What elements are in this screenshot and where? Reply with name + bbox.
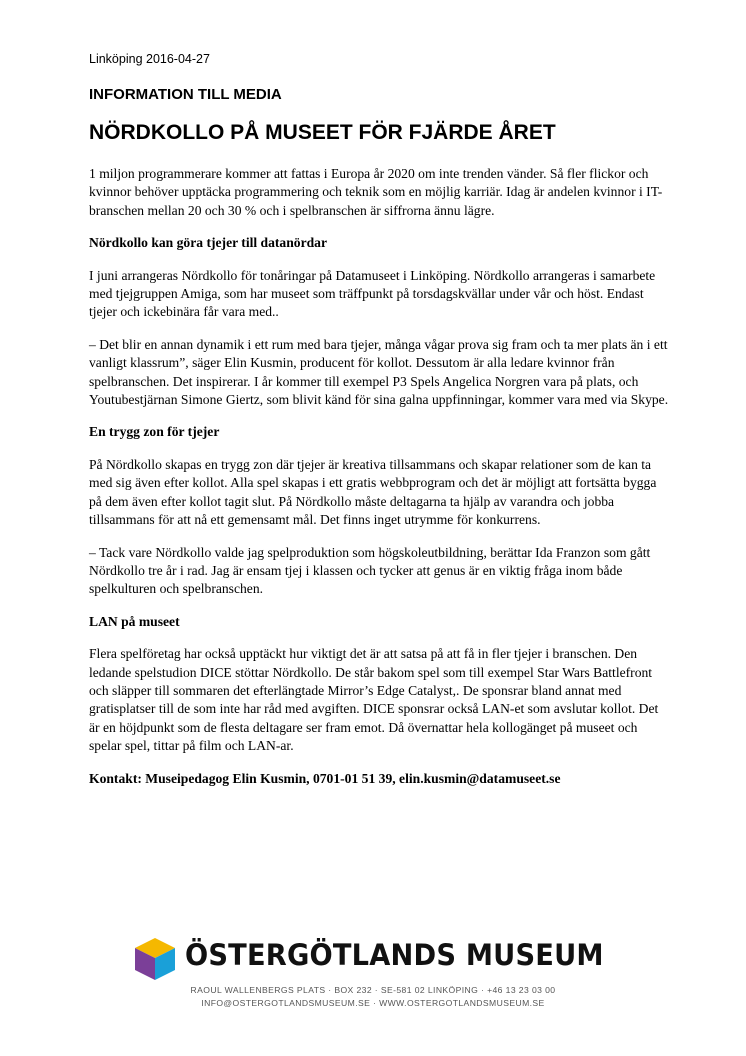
intro-paragraph: 1 miljon programmerare kommer att fattas i Europa år 2020 om inte trenden vänder. Så fler flickor och kvinnor behöver upptäcka programmering och teknik som en möjlig karriär. Idag är andelen kvinnor i IT-branschen mellan 20 och 30 % och i spelbranschen är siffrorna ännu lägre. — [89, 166, 663, 218]
paragraph-5: Flera spelföretag har också upptäckt hur viktigt det är att satsa på att få in fler tjejer i branschen. Den ledande spelstudion DICE stöttar Nördkollo. De står bakom spel som till exempel Star Wars Battlefront och släpper till sommaren det efterlängtade Mirror’s Edge Catalyst,. De sponsrar bland annat med gratisplatser till de som inte har råd med avgiften. DICE sponsrar också LAN-et som avslutar kollot. Det är en höjdpunkt som de flesta deltagare ser fram emot. Då övernattar hela kollogänget på museet och spelar spel, tittar på film och LAN-ar. — [89, 646, 659, 754]
paragraph-3: På Nördkollo skapas en trygg zon där tjejer är kreativa tillsammans och skapar relationer som de kan ta med sig även efter kollot. Alla spel skapas i ett gratis webbprogram och det är möjligt att fortsätta bygga på dem även efter kollot tagit slut. På Nördkollo måste deltagarna ta hjälp av varandra och jobba tillsammans för att nå ett gemensamt mål. Det finns inget utrymme för konkurrens. — [89, 456, 657, 528]
article-body — [89, 165, 669, 802]
logo-text: ÖSTERGÖTLANDS MUSEUM — [185, 938, 604, 972]
dateline: Linköping 2016-04-27 — [89, 52, 210, 66]
museum-logo — [133, 936, 613, 982]
section-heading-trygg-zon: En trygg zon för tjejer — [89, 424, 220, 440]
section-heading-lan: LAN på museet — [89, 613, 180, 629]
headline: NÖRDKOLLO PÅ MUSEET FÖR FJÄRDE ÅRET — [89, 121, 556, 144]
contact-line: Kontakt: Museipedagog Elin Kusmin, 0701-01 51 39, elin.kusmin@datamuseet.se — [89, 770, 561, 786]
paragraph-4: – Tack vare Nördkollo valde jag spelproduktion som högskoleutbildning, berättar Ida Franzon som gått Nördkollo tre år i rad. Jag är ensam tjej i klassen och tycker att genus är en viktig fråga inom både spelkulturen och spelbranschen. — [89, 544, 651, 597]
address-line-1: RAOUL WALLENBERGS PLATS · BOX 232 · SE-581 02 LINKÖPING · +46 13 23 03 00 — [190, 985, 556, 995]
kicker-heading: INFORMATION TILL MEDIA — [89, 86, 282, 103]
section-heading-datanordar: Nördkollo kan göra tjejer till datanördar — [89, 235, 328, 251]
paragraph-1: I juni arrangeras Nördkollo för tonåringar på Datamuseet i Linköping. Nördkollo arrangeras i samarbete med tjejgruppen Amiga, som har museet som träffpunkt på torsdagskvällar under vår och höst. Endast tjejer och ickebinära får vara med.. — [89, 267, 656, 320]
paragraph-2: – Det blir en annan dynamik i ett rum med bara tjejer, många vågar prova sig fram och ta mer plats än i ett vanligt klassrum”, säger Elin Kusmin, producent för kollot. Dessutom är alla ledare kvinnor från spelbranschen. Det inspirerar. I år kommer till exempel P3 Spels Angelica Norgren vara på plats, och Youtubestjärnan Simone Giertz, som blivit känd för sina galna uppfinningar, kommer vara med via Skype. — [89, 336, 669, 408]
address-line-2: INFO@OSTERGOTLANDSMUSEUM.SE · WWW.OSTERGOTLANDSMUSEUM.SE — [201, 998, 545, 1008]
cube-icon — [133, 936, 177, 982]
